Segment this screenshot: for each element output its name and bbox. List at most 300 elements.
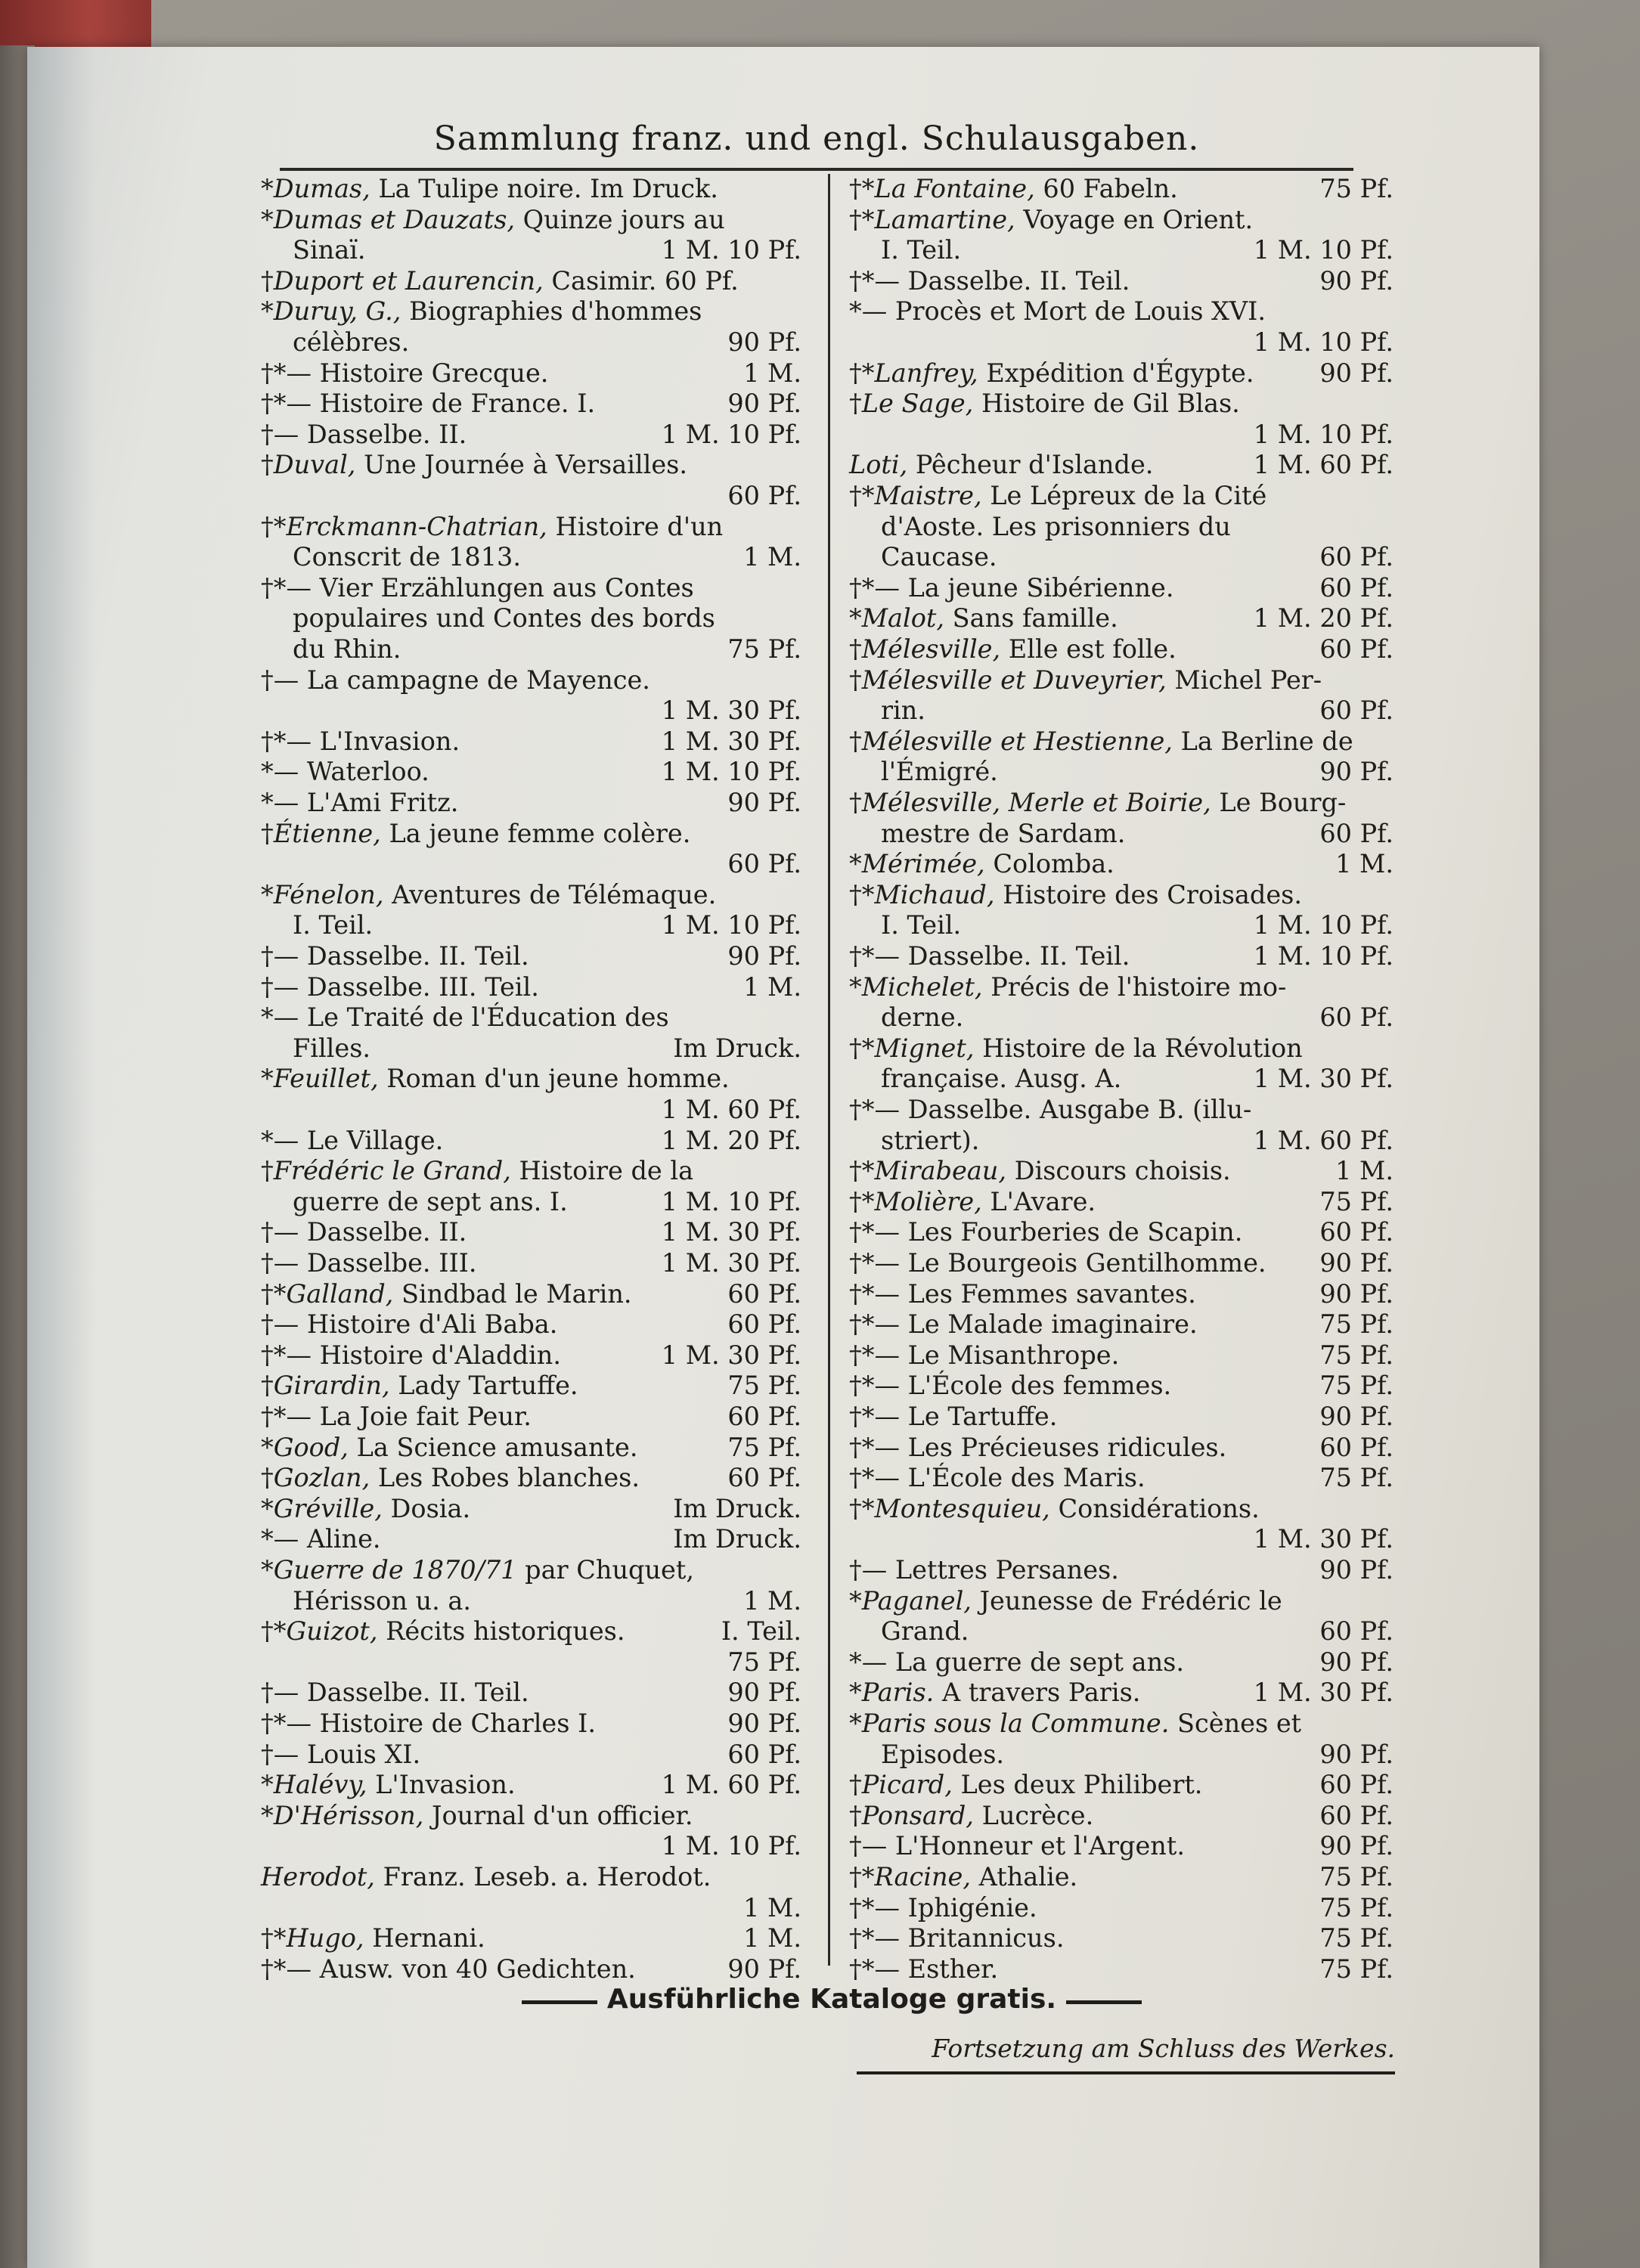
catalog-entry: [261, 1402, 801, 1432]
entry-title: *Michelet, Précis de l'histoire mo-: [849, 972, 1287, 1002]
entry-price: I. Teil.: [721, 1616, 801, 1646]
entry-price: 75 Pf.: [1319, 1309, 1394, 1339]
catalog-entry: [849, 634, 1394, 665]
entry-price: 1 M.: [743, 1586, 801, 1616]
entry-title: †*Mignet, Histoire de la Révolution: [849, 1033, 1303, 1063]
entry-title: †Picard, Les deux Philibert.: [849, 1770, 1203, 1799]
entry-title: striert).: [881, 1126, 980, 1155]
catalog-entry: [849, 696, 1394, 726]
entry-title: †*Maistre, Le Lépreux de la Cité: [849, 481, 1267, 510]
entry-price: 1 M.: [1335, 849, 1394, 878]
entry-title: *Fénelon, Aventures de Télémaque.: [261, 880, 717, 909]
catalog-entry: [261, 573, 801, 603]
catalog-entry: [261, 788, 801, 818]
catalog-entry: [849, 1248, 1394, 1278]
catalog-entry: [849, 420, 1394, 450]
entry-price: 90 Pf.: [727, 788, 801, 817]
entry-price: 75 Pf.: [1319, 1954, 1394, 1984]
catalog-entry: [261, 849, 801, 879]
catalog-entry: [849, 481, 1394, 511]
catalog-entry: [849, 1340, 1394, 1371]
entry-title: guerre de sept ans. I.: [293, 1187, 568, 1216]
entry-price: Im Druck.: [673, 1524, 801, 1554]
continuation-note: Fortsetzung am Schluss des Werkes.: [932, 2034, 1395, 2063]
catalog-entry: [261, 1923, 801, 1954]
catalog-entry: [849, 1647, 1394, 1678]
entry-title: *Paris sous la Commune. Scènes et: [849, 1709, 1302, 1738]
entry-price: 60 Pf.: [1319, 819, 1394, 848]
entry-price: 1 M.: [1335, 1156, 1394, 1185]
catalog-entry: [849, 603, 1394, 634]
entry-title: †*Lanfrey, Expédition d'Égypte.: [849, 358, 1254, 388]
entry-title: †— Dasselbe. III.: [261, 1248, 477, 1278]
catalog-entry: [261, 327, 801, 358]
entry-title: *— Aline.: [261, 1524, 381, 1554]
catalog-entry: [261, 235, 801, 265]
entry-title: †*— Histoire Grecque.: [261, 358, 549, 388]
entry-title: Grand.: [881, 1616, 969, 1646]
catalog-entry: [849, 327, 1394, 358]
entry-title: *— La guerre de sept ans.: [849, 1647, 1184, 1677]
entry-title: I. Teil.: [881, 910, 962, 940]
catalog-entry: [261, 1340, 801, 1371]
catalog-entry: [849, 1033, 1394, 1064]
entry-price: 75 Pf.: [1319, 1893, 1394, 1923]
entry-price: 1 M. 30 Pf.: [661, 727, 801, 756]
footer-rule: [857, 2071, 1395, 2074]
entry-price: 60 Pf.: [727, 1279, 801, 1309]
catalog-entry: [849, 174, 1394, 204]
entry-price: 90 Pf.: [1319, 1555, 1394, 1585]
entry-title: *Dumas et Dauzats, Quinze jours au: [261, 205, 725, 234]
catalog-entry: [261, 1002, 801, 1033]
entry-title: †*Montesquieu, Considérations.: [849, 1494, 1260, 1523]
entry-price: 90 Pf.: [1319, 358, 1394, 388]
entry-price: 1 M. 20 Pf.: [661, 1126, 801, 1155]
catalog-entry: [261, 757, 801, 787]
entry-title: Loti, Pêcheur d'Islande.: [849, 450, 1154, 479]
entry-title: †*— Vier Erzählungen aus Contes: [261, 573, 694, 603]
entry-title: *— Le Traité de l'Éducation des: [261, 1002, 669, 1032]
entry-price: 75 Pf.: [1319, 1923, 1394, 1953]
entry-title: *Paganel, Jeunesse de Frédéric le: [849, 1586, 1282, 1616]
entry-price: 1 M. 10 Pf.: [661, 420, 801, 449]
entry-price: 1 M. 10 Pf.: [1253, 420, 1394, 449]
catalog-entry: [261, 1095, 801, 1125]
entry-price: 1 M. 60 Pf.: [1253, 450, 1394, 479]
catalog-entry: [261, 1647, 801, 1678]
entry-title: †Gozlan, Les Robes blanches.: [261, 1463, 640, 1492]
entry-title: †*Molière, L'Avare.: [849, 1187, 1096, 1216]
catalog-entry: [849, 573, 1394, 603]
catalog-entry: [849, 788, 1394, 818]
entry-price: 60 Pf.: [1319, 1770, 1394, 1799]
entry-title: †*— Le Malade imaginaire.: [849, 1309, 1198, 1339]
catalog-entry: [261, 727, 801, 757]
entry-title: *Gréville, Dosia.: [261, 1494, 471, 1523]
entry-title: †— Dasselbe. II. Teil.: [261, 1678, 529, 1707]
catalog-entry: [849, 665, 1394, 696]
entry-title: l'Émigré.: [881, 757, 998, 786]
entry-title: Caucase.: [881, 542, 997, 572]
entry-price: 90 Pf.: [727, 1709, 801, 1738]
entry-price: 90 Pf.: [1319, 1402, 1394, 1431]
entry-title: derne.: [881, 1002, 964, 1032]
catalog-entry: [849, 1309, 1394, 1340]
entry-title: †Mélesville et Hestienne, La Berline de: [849, 727, 1353, 756]
entry-title: †— Histoire d'Ali Baba.: [261, 1309, 558, 1339]
entry-title: †Étienne, La jeune femme colère.: [261, 819, 691, 848]
entry-title: †Duval, Une Journée à Versailles.: [261, 450, 687, 479]
entry-title: du Rhin.: [293, 634, 401, 664]
entry-price: 60 Pf.: [1319, 1433, 1394, 1462]
catalog-entry: [261, 880, 801, 910]
entry-title: †— La campagne de Mayence.: [261, 665, 650, 695]
entry-title: *— L'Ami Fritz.: [261, 788, 459, 817]
catalog-entry: [849, 1463, 1394, 1493]
entry-price: 1 M. 30 Pf.: [1253, 1678, 1394, 1707]
entry-price: 1 M. 10 Pf.: [1253, 941, 1394, 971]
entry-price: 90 Pf.: [1319, 1831, 1394, 1861]
entry-price: 90 Pf.: [727, 389, 801, 418]
catalog-entry: [261, 1309, 801, 1340]
catalog-dash-right: [1066, 2000, 1142, 2004]
entry-title: *Paris. A travers Paris.: [849, 1678, 1141, 1707]
entry-title: †*La Fontaine, 60 Fabeln.: [849, 174, 1178, 203]
catalog-entry: [261, 603, 801, 634]
catalog-entry: [849, 910, 1394, 940]
catalog-entry: [261, 205, 801, 235]
entry-title: †*— Histoire de France. I.: [261, 389, 596, 418]
catalog-entry: [261, 389, 801, 419]
page-header: Sammlung franz. und engl. Schulausgaben.: [433, 119, 1200, 158]
entry-title: Filles.: [293, 1033, 371, 1063]
catalog-entry: [849, 266, 1394, 296]
entry-price: 1 M. 10 Pf.: [661, 757, 801, 786]
catalog-entry: [849, 450, 1394, 480]
entry-title: †Duport et Laurencin, Casimir. 60 Pf.: [261, 266, 739, 296]
entry-price: 1 M. 30 Pf.: [661, 1248, 801, 1278]
entry-title: †*Lamartine, Voyage en Orient.: [849, 205, 1254, 234]
entry-title: †*Hugo, Hernani.: [261, 1923, 485, 1953]
catalog-entry: [849, 1002, 1394, 1033]
catalog-entry: [261, 819, 801, 849]
entry-price: 75 Pf.: [1319, 1340, 1394, 1370]
entry-title: I. Teil.: [881, 235, 962, 265]
entry-price: 75 Pf.: [1319, 1862, 1394, 1892]
entry-title: *Feuillet, Roman d'un jeune homme.: [261, 1064, 730, 1093]
entry-title: *Dumas, La Tulipe noire. Im Druck.: [261, 174, 718, 203]
entry-price: 60 Pf.: [1319, 1616, 1394, 1646]
entry-title: *— Waterloo.: [261, 757, 429, 786]
catalog-entry: [849, 205, 1394, 235]
catalog-entry: [849, 1893, 1394, 1923]
catalog-entry: [261, 1616, 801, 1647]
catalog-entry: [261, 1279, 801, 1309]
entry-title: †*— L'Invasion.: [261, 727, 460, 756]
catalog-note: [522, 1984, 1142, 2019]
catalog-entry: [261, 1678, 801, 1708]
entry-price: 1 M. 60 Pf.: [661, 1095, 801, 1124]
entry-title: †Girardin, Lady Tartuffe.: [261, 1371, 578, 1400]
catalog-entry: [261, 1862, 801, 1892]
entry-title: †*— Histoire d'Aladdin.: [261, 1340, 561, 1370]
catalog-entry: [849, 1678, 1394, 1708]
entry-price: 60 Pf.: [1319, 634, 1394, 664]
entry-title: †— Louis XI.: [261, 1740, 421, 1769]
catalog-entry: [849, 849, 1394, 879]
catalog-entry: [849, 1126, 1394, 1156]
catalog-entry: [849, 1095, 1394, 1125]
entry-title: *Good, La Science amusante.: [261, 1433, 638, 1462]
catalog-entry: [261, 512, 801, 542]
catalog-entry: [261, 420, 801, 450]
entry-price: 1 M. 10 Pf.: [661, 910, 801, 940]
header-rule: [280, 168, 1353, 171]
entry-price: 90 Pf.: [727, 327, 801, 357]
catalog-entry: [261, 1770, 801, 1800]
entry-title: †Mélesville, Elle est folle.: [849, 634, 1177, 664]
entry-price: 1 M. 30 Pf.: [1253, 1064, 1394, 1093]
entry-title: Episodes.: [881, 1740, 1005, 1769]
catalog-entry: [261, 481, 801, 511]
entry-title: française. Ausg. A.: [881, 1064, 1122, 1093]
entry-price: 75 Pf.: [727, 634, 801, 664]
catalog-entry: [849, 1156, 1394, 1186]
catalog-entry: [261, 1156, 801, 1186]
entry-title: †*Galland, Sindbad le Marin.: [261, 1279, 632, 1309]
entry-price: 1 M. 10 Pf.: [1253, 327, 1394, 357]
entry-price: 60 Pf.: [727, 481, 801, 510]
entry-title: *Guerre de 1870/71 par Chuquet,: [261, 1555, 694, 1585]
entry-title: *Malot, Sans famille.: [849, 603, 1118, 633]
entry-price: 1 M. 30 Pf.: [661, 1340, 801, 1370]
entry-title: †— L'Honneur et l'Argent.: [849, 1831, 1185, 1861]
entry-price: 60 Pf.: [1319, 1801, 1394, 1830]
entry-price: Im Druck.: [673, 1033, 801, 1063]
entry-title: †— Dasselbe. II.: [261, 420, 467, 449]
catalog-entry: [261, 1463, 801, 1493]
entry-title: populaires und Contes des bords: [293, 603, 715, 633]
catalog-entry: [261, 665, 801, 696]
entry-title: mestre de Sardam.: [881, 819, 1126, 848]
entry-price: Im Druck.: [673, 1494, 801, 1523]
entry-title: †— Dasselbe. II. Teil.: [261, 941, 529, 971]
entry-price: 60 Pf.: [727, 1309, 801, 1339]
entry-title: Conscrit de 1813.: [293, 542, 521, 572]
entry-price: 60 Pf.: [727, 1463, 801, 1492]
catalog-entry: [849, 512, 1394, 542]
entry-price: 1 M. 20 Pf.: [1253, 603, 1394, 633]
entry-title: *Duruy, G., Biographies d'hommes: [261, 296, 702, 326]
catalog-entry: [849, 1586, 1394, 1616]
entry-price: 1 M. 10 Pf.: [1253, 235, 1394, 265]
catalog-entry: [261, 358, 801, 389]
entry-title: †*— Les Fourberies de Scapin.: [849, 1217, 1243, 1247]
entry-price: 60 Pf.: [727, 1402, 801, 1431]
entry-title: †*— Iphigénie.: [849, 1893, 1037, 1923]
entry-title: *Mérimée, Colomba.: [849, 849, 1115, 878]
entry-price: 75 Pf.: [1319, 174, 1394, 203]
entry-title: †*— Dasselbe. Ausgabe B. (illu-: [849, 1095, 1252, 1124]
entry-price: 1 M.: [743, 972, 801, 1002]
entry-title: Sinaï.: [293, 235, 366, 265]
entry-title: †*— Histoire de Charles I.: [261, 1709, 596, 1738]
entry-title: †Ponsard, Lucrèce.: [849, 1801, 1094, 1830]
catalog-entry: [261, 1831, 801, 1861]
entry-title: †*Michaud, Histoire des Croisades.: [849, 880, 1303, 909]
entry-title: †*— Esther.: [849, 1954, 999, 1984]
entry-price: 90 Pf.: [1319, 266, 1394, 296]
catalog-entry: [261, 972, 801, 1002]
entry-title: d'Aoste. Les prisonniers du: [881, 512, 1231, 541]
catalog-entry: [849, 1433, 1394, 1463]
entry-title: Hérisson u. a.: [293, 1586, 472, 1616]
catalog-entry: [261, 696, 801, 726]
catalog-entry: [849, 1954, 1394, 1984]
entry-title: †— Dasselbe. II.: [261, 1217, 467, 1247]
catalog-entry: [261, 1954, 801, 1984]
entry-price: 1 M. 10 Pf.: [661, 1831, 801, 1861]
catalog-entry: [849, 1524, 1394, 1554]
catalog-entry: [261, 1126, 801, 1156]
catalog-entry: [849, 1709, 1394, 1739]
catalog-entry: [261, 450, 801, 480]
catalog-entry: [849, 542, 1394, 572]
entry-price: 1 M.: [743, 358, 801, 388]
entry-price: 60 Pf.: [727, 849, 801, 878]
catalog-entry: [849, 727, 1394, 757]
entry-title: †*— L'École des femmes.: [849, 1371, 1172, 1400]
entry-price: 1 M.: [743, 542, 801, 572]
catalog-entry: [849, 819, 1394, 849]
entry-price: 60 Pf.: [727, 1740, 801, 1769]
entry-title: †*— La jeune Sibérienne.: [849, 573, 1174, 603]
entry-price: 60 Pf.: [1319, 1002, 1394, 1032]
catalog-entry: [849, 941, 1394, 971]
entry-title: I. Teil.: [293, 910, 374, 940]
entry-price: 1 M.: [743, 1923, 801, 1953]
entry-title: célèbres.: [293, 327, 410, 357]
entry-title: *D'Hérisson, Journal d'un officier.: [261, 1801, 693, 1830]
catalog-dash-left: [522, 2000, 597, 2004]
entry-price: 90 Pf.: [1319, 1647, 1394, 1677]
entry-price: 75 Pf.: [1319, 1187, 1394, 1216]
entry-title: †*— Le Bourgeois Gentilhomme.: [849, 1248, 1266, 1278]
entry-price: 90 Pf.: [727, 1954, 801, 1984]
catalog-entry: [849, 1801, 1394, 1831]
entry-title: †*— Les Femmes savantes.: [849, 1279, 1196, 1309]
catalog-entry: [261, 1033, 801, 1064]
catalog-entry: [849, 389, 1394, 419]
catalog-entry: [261, 266, 801, 296]
entry-price: 1 M. 60 Pf.: [661, 1770, 801, 1799]
catalog-entry: [261, 941, 801, 971]
catalog-entry: [849, 972, 1394, 1002]
entry-title: rin.: [881, 696, 925, 725]
entry-price: 60 Pf.: [1319, 1217, 1394, 1247]
catalog-entry: [261, 1524, 801, 1554]
entry-title: *— Procès et Mort de Louis XVI.: [849, 296, 1266, 326]
entry-title: †*Guizot, Récits historiques.: [261, 1616, 625, 1646]
catalog-entry: [849, 235, 1394, 265]
catalog-entry: [849, 1740, 1394, 1770]
entry-title: †Frédéric le Grand, Histoire de la: [261, 1156, 694, 1185]
entry-title: †*— La Joie fait Peur.: [261, 1402, 532, 1431]
catalog-entry: [261, 1801, 801, 1831]
entry-title: †*Erckmann-Chatrian, Histoire d'un: [261, 512, 724, 541]
entry-price: 90 Pf.: [1319, 1279, 1394, 1309]
entry-price: 90 Pf.: [1319, 757, 1394, 786]
entry-title: †*— L'École des Maris.: [849, 1463, 1146, 1492]
catalog-entry: [849, 1923, 1394, 1954]
catalog-entry: [261, 1371, 801, 1401]
catalog-entry: [849, 296, 1394, 327]
entry-price: 60 Pf.: [1319, 696, 1394, 725]
entry-title: †*— Dasselbe. II. Teil.: [849, 941, 1130, 971]
entry-title: †*— Britannicus.: [849, 1923, 1065, 1953]
entry-price: 75 Pf.: [727, 1647, 801, 1677]
catalog-entry: [261, 1187, 801, 1217]
entry-price: 75 Pf.: [727, 1371, 801, 1400]
entry-price: 1 M. 10 Pf.: [1253, 910, 1394, 940]
catalog-entry: [261, 1494, 801, 1524]
entry-price: 1 M. 60 Pf.: [1253, 1126, 1394, 1155]
entry-title: †*— Les Précieuses ridicules.: [849, 1433, 1227, 1462]
catalog-entry: [261, 1586, 801, 1616]
catalog-note-text: Ausführliche Kataloge gratis.: [606, 1984, 1057, 2015]
catalog-entry: [849, 1770, 1394, 1800]
catalog-entry: [849, 1831, 1394, 1861]
entry-price: 1 M. 10 Pf.: [661, 235, 801, 265]
catalog-entry: [261, 634, 801, 665]
catalog-entry: [849, 358, 1394, 389]
catalog-entry: [849, 880, 1394, 910]
entry-price: 1 M.: [743, 1893, 801, 1923]
entry-title: †*— Le Tartuffe.: [849, 1402, 1058, 1431]
catalog-entry: [261, 542, 801, 572]
entry-title: *Halévy, L'Invasion.: [261, 1770, 516, 1799]
catalog-entry: [849, 1862, 1394, 1892]
entry-title: *— Le Village.: [261, 1126, 444, 1155]
catalog-entry: [849, 1217, 1394, 1247]
catalog-entry: [261, 910, 801, 940]
entry-title: †Mélesville, Merle et Boirie, Le Bourg-: [849, 788, 1347, 817]
catalog-entry: [849, 1555, 1394, 1585]
catalog-entry: [849, 1371, 1394, 1401]
entry-title: †*— Dasselbe. II. Teil.: [849, 266, 1130, 296]
catalog-entry: [261, 1740, 801, 1770]
entry-price: 1 M. 30 Pf.: [661, 1217, 801, 1247]
entry-title: Herodot, Franz. Leseb. a. Herodot.: [261, 1862, 711, 1892]
catalog-entry: [261, 174, 801, 204]
catalog-entry: [261, 1248, 801, 1278]
entry-title: †*— Le Misanthrope.: [849, 1340, 1120, 1370]
catalog-entry: [849, 1616, 1394, 1647]
entry-title: †Mélesville et Duveyrier, Michel Per-: [849, 665, 1322, 695]
entry-price: 1 M. 10 Pf.: [661, 1187, 801, 1216]
catalog-entry: [849, 1279, 1394, 1309]
entry-title: †Le Sage, Histoire de Gil Blas.: [849, 389, 1240, 418]
entry-price: 90 Pf.: [1319, 1740, 1394, 1769]
catalog-entry: [261, 1064, 801, 1094]
catalog-entry: [849, 1494, 1394, 1524]
entry-title: †*Racine, Athalie.: [849, 1862, 1078, 1892]
catalog-entry: [261, 1893, 801, 1923]
entry-price: 75 Pf.: [1319, 1463, 1394, 1492]
catalog-entry: [849, 1402, 1394, 1432]
entry-price: 90 Pf.: [1319, 1248, 1394, 1278]
